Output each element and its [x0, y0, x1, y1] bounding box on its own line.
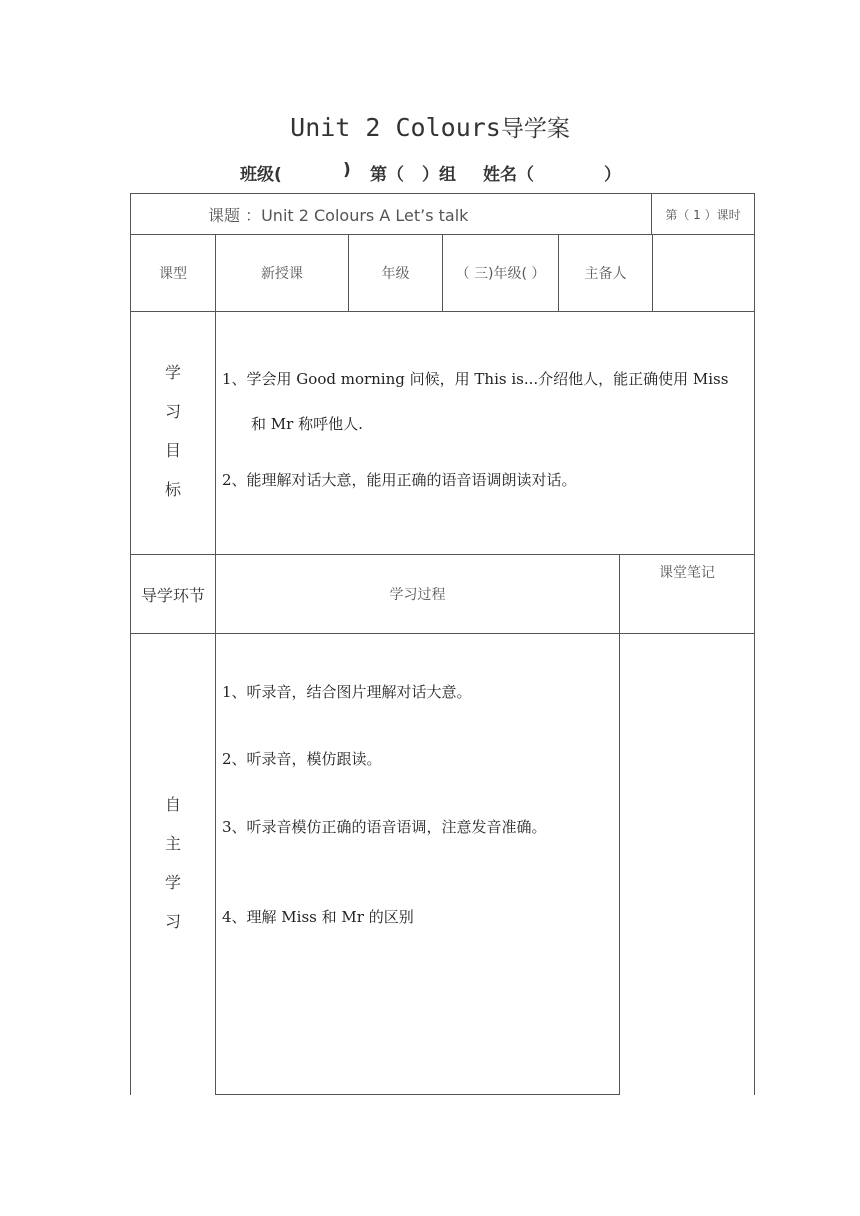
- lesson-title: 课题 ：Unit 2 Colours A Let’s talk: [208, 205, 469, 225]
- class-label: 班级(: [240, 165, 282, 185]
- learning-process-label: 学习过程: [389, 587, 446, 603]
- goals-label-char: 学: [164, 363, 181, 382]
- page-title: [0, 110, 860, 143]
- lesson-period: 第（ 1 ）课时: [665, 207, 741, 222]
- self-study-step-4: 4、理解 Miss 和 Mr 的区别: [222, 908, 414, 926]
- name-close: ）: [604, 165, 621, 185]
- goal-item-1-line-2: 和 Mr 称呼他人.: [251, 415, 363, 433]
- goals-label-char: 标: [164, 480, 181, 499]
- self-study-label-char: 主: [164, 834, 181, 853]
- page-title-en: Unit 2 Colours: [290, 113, 501, 142]
- goals-label-char: 目: [164, 441, 181, 460]
- self-study-step-1: 1、听录音，结合图片理解对话大意。: [222, 683, 472, 701]
- page-title-cn: 导学案: [500, 116, 570, 142]
- self-study-step-3: 3、听录音模仿正确的语音语调，注意发音准确。: [222, 818, 547, 836]
- grade-value: （ 三)年级( ）: [455, 266, 546, 282]
- group-label: 第（: [370, 165, 404, 185]
- goals-label: [131, 360, 215, 516]
- class-close: ): [343, 160, 351, 180]
- lead-preparer-label: 主备人: [584, 266, 627, 282]
- group-close: ）组: [422, 165, 456, 185]
- name-label: 姓名（: [483, 165, 534, 185]
- self-study-label: [131, 792, 215, 948]
- goal-item-1-line-1: 1、学会用 Good morning 问候，用 This is...介绍他人，能正确使用 Miss: [222, 370, 729, 388]
- course-type-label: 课型: [159, 266, 187, 282]
- goals-label-char: 习: [164, 402, 181, 421]
- learning-stage-label: 导学环节: [140, 585, 205, 605]
- course-type-value: 新授课: [261, 266, 303, 282]
- class-notes-label: 课堂笔记: [659, 565, 715, 581]
- self-study-label-char: 习: [164, 912, 181, 931]
- lead-preparer-value: [653, 235, 754, 311]
- self-study-step-2: 2、听录音，模仿跟读。: [222, 750, 382, 768]
- grade-label: 年级: [381, 266, 410, 282]
- goal-item-2: 2、能理解对话大意，能用正确的语音语调朗读对话。: [222, 471, 577, 489]
- self-study-label-char: 自: [164, 795, 181, 814]
- self-study-label-char: 学: [164, 873, 181, 892]
